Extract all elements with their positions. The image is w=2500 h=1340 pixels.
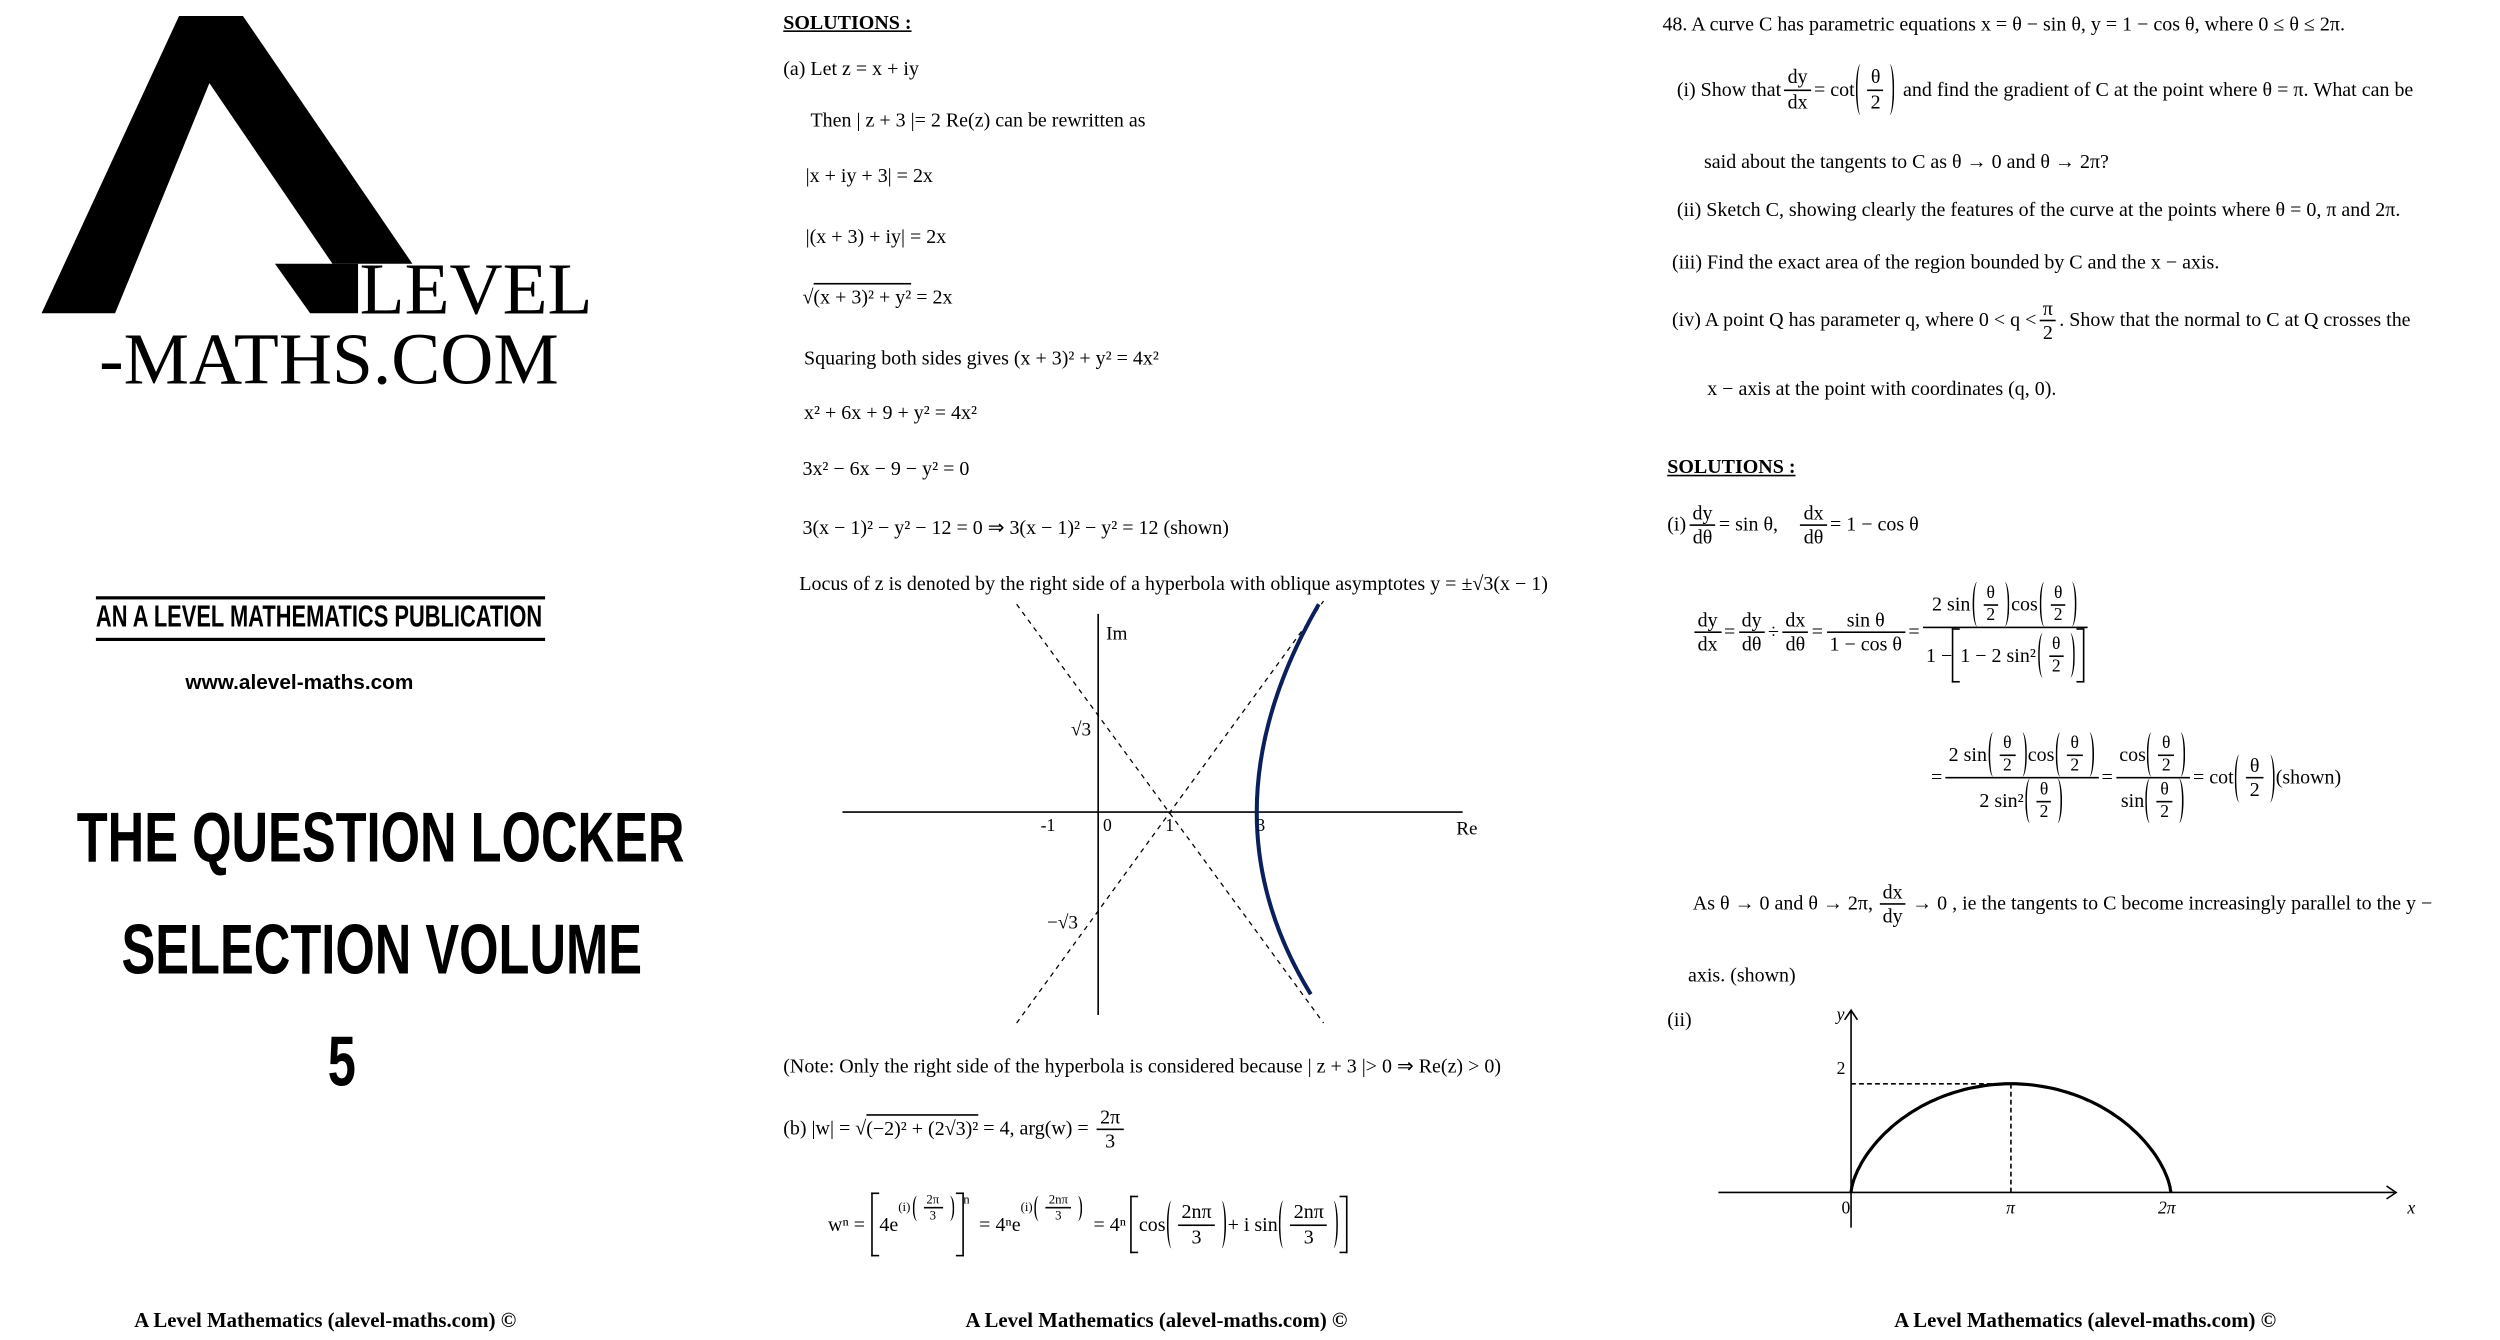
text: = cot bbox=[2193, 765, 2234, 789]
title-line-2: SELECTION VOLUME bbox=[121, 911, 642, 990]
denominator: 2 bbox=[2160, 801, 2169, 821]
label-im: Im bbox=[1106, 621, 1128, 645]
title-line-1: THE QUESTION LOCKER bbox=[76, 799, 685, 878]
label-y: y bbox=[1836, 1005, 1845, 1025]
denominator: 3 bbox=[1303, 1225, 1314, 1248]
label-2: 2 bbox=[1836, 1059, 1846, 1079]
text: 1 − 2 sin² bbox=[1960, 643, 2036, 667]
solution-i-chain-rule bbox=[1691, 582, 2091, 683]
label-2pi: 2π bbox=[2157, 1198, 2176, 1219]
sqrt-symbol: √ bbox=[802, 286, 814, 309]
label-pi: π bbox=[2006, 1198, 2015, 1219]
wn-lhs: wⁿ = bbox=[828, 1212, 866, 1235]
text: As θ → 0 and θ → 2π, bbox=[1692, 892, 1874, 915]
solution-i-tangents-cont: axis. (shown) bbox=[1688, 963, 1796, 987]
numerator: 2nπ bbox=[1045, 1192, 1071, 1208]
solution-i-simplify bbox=[1931, 732, 2341, 823]
text: and find the gradient of C at the point where θ = π. What can be bbox=[1902, 77, 2414, 100]
label-3: 3 bbox=[1256, 816, 1266, 837]
denominator: dθ bbox=[1741, 633, 1762, 656]
numerator: 2nπ bbox=[1291, 1201, 1327, 1226]
question-part-iv-cont: x − axis at the point with coordinates (q, 0). bbox=[1707, 377, 2057, 400]
line-then: Then | z + 3 |= 2 Re(z) can be rewritten as bbox=[810, 108, 1146, 132]
volume-number: 5 bbox=[327, 1023, 356, 1102]
denominator: 2 bbox=[2053, 605, 2063, 625]
numerator: θ bbox=[2051, 583, 2066, 605]
denominator: 2 bbox=[2161, 755, 2171, 775]
numerator: θ bbox=[2036, 780, 2051, 802]
numerator: θ bbox=[2067, 733, 2082, 755]
cover-footer: A Level Mathematics (alevel-maths.com) © bbox=[134, 1307, 517, 1332]
denominator: 3 bbox=[1191, 1225, 1202, 1248]
bracket-right bbox=[1340, 1196, 1348, 1254]
text: (shown) bbox=[2275, 765, 2342, 789]
denominator: 3 bbox=[929, 1208, 936, 1224]
numerator: dy bbox=[1689, 502, 1715, 527]
text: = bbox=[1811, 620, 1824, 643]
solution-ii-label: (ii) bbox=[1667, 1008, 1692, 1032]
website-link[interactable]: www.alevel-maths.com bbox=[185, 669, 414, 694]
line-note: (Note: Only the right side of the hyperbola is considered because | z + 3 |> 0 ⇒ Re(z) > 0) bbox=[783, 1055, 1501, 1078]
line-rearrange: 3x² − 6x − 9 − y² = 0 bbox=[802, 457, 970, 480]
numerator: 2π bbox=[1097, 1106, 1123, 1131]
power-n: n bbox=[963, 1192, 970, 1207]
text: 2 sin bbox=[1932, 592, 1971, 616]
numerator: θ bbox=[2157, 780, 2172, 802]
line-locus: Locus of z is denoted by the right side of a hyperbola with oblique asymptotes y = ±√3(x − 1) bbox=[799, 572, 1548, 595]
line-modulus-1: |x + iy + 3| = 2x bbox=[805, 164, 933, 188]
numerator: π bbox=[2040, 297, 2056, 322]
bracket-left bbox=[871, 1192, 879, 1256]
question-part-iv bbox=[1672, 297, 2411, 345]
text: = 1 − cos θ bbox=[1829, 513, 1919, 537]
bracket-left bbox=[1131, 1196, 1139, 1254]
numerator: dx bbox=[1879, 881, 1905, 906]
sqrt-rhs: = 2x bbox=[911, 286, 953, 309]
text: = bbox=[2101, 765, 2113, 789]
text: . Show that the normal to C at Q crosses the bbox=[2059, 309, 2411, 332]
double-angle-fraction bbox=[1923, 582, 2088, 683]
text: = bbox=[1930, 765, 1943, 789]
line-part-b bbox=[783, 1106, 1126, 1154]
text: → 0 , ie the tangents to C become increasingly parallel to the y − bbox=[1912, 892, 2433, 915]
label-1: 1 bbox=[1165, 816, 1175, 837]
numerator: dx bbox=[1800, 502, 1826, 527]
numerator: dy bbox=[1784, 66, 1810, 91]
solutions-heading: SOLUTIONS : bbox=[783, 11, 912, 34]
text: 1 − bbox=[1926, 643, 1953, 667]
label-0: 0 bbox=[1841, 1198, 1851, 1219]
question-part-iii: (iii) Find the exact area of the region bounded by C and the x − axis. bbox=[1672, 250, 2220, 274]
denominator: 2 bbox=[2249, 778, 2260, 801]
text: sin bbox=[2120, 789, 2145, 812]
denominator: 2 bbox=[2042, 321, 2053, 345]
line-let-z: (a) Let z = x + iy bbox=[783, 57, 919, 80]
line-w-power-n bbox=[828, 1192, 1348, 1256]
numerator: θ bbox=[2049, 634, 2064, 656]
denominator: dx bbox=[1787, 90, 1808, 113]
exp-i: (i) bbox=[898, 1199, 911, 1215]
solution-i-tangents bbox=[1693, 881, 2432, 929]
numerator: dx bbox=[1782, 608, 1808, 633]
denominator: 2 bbox=[1986, 605, 1996, 625]
denominator: dθ bbox=[1785, 633, 1806, 656]
plus-i-sin: + i sin bbox=[1227, 1212, 1278, 1235]
modulus-w: (b) |w| = √ bbox=[783, 1116, 867, 1140]
text: ÷ bbox=[1768, 620, 1780, 643]
hyperbola-argand-diagram bbox=[831, 595, 1502, 1027]
logo-text-maths-com: -MATHS.COM bbox=[99, 318, 559, 400]
four-e: 4e bbox=[879, 1212, 899, 1235]
page2-footer: A Level Mathematics (alevel-maths.com) © bbox=[965, 1307, 1348, 1332]
label-x: x bbox=[2407, 1198, 2416, 1219]
label-neg-root3: −√3 bbox=[1047, 911, 1078, 934]
denominator: 2 bbox=[2070, 755, 2080, 775]
text: = bbox=[1723, 620, 1736, 643]
text: cos bbox=[2119, 743, 2146, 766]
denominator: dθ bbox=[1692, 526, 1713, 549]
numerator: θ bbox=[1867, 66, 1883, 91]
text: 2 sin bbox=[1948, 743, 1987, 766]
fraction-2pi-3 bbox=[1097, 1106, 1123, 1154]
denominator: 2 bbox=[2039, 801, 2049, 821]
denominator: dx bbox=[1697, 633, 1718, 656]
line-shown: 3(x − 1)² − y² − 12 = 0 ⇒ 3(x − 1)² − y² = 12 (shown) bbox=[802, 516, 1229, 539]
exp-i: (i) bbox=[1020, 1199, 1033, 1215]
logo-text-level: LEVEL bbox=[359, 247, 593, 330]
numerator: dy bbox=[1694, 608, 1720, 633]
line-sqrt bbox=[802, 286, 952, 310]
numerator: θ bbox=[2000, 733, 2015, 755]
solutions-heading: SOLUTIONS : bbox=[1667, 455, 1796, 478]
denominator: dθ bbox=[1803, 526, 1824, 549]
line-squaring: Squaring both sides gives (x + 3)² + y² = 4x² bbox=[804, 346, 1159, 370]
hyperbola-right-branch bbox=[1257, 604, 1319, 994]
text: (iv) A point Q has parameter q, where 0 < q < bbox=[1672, 309, 2037, 332]
numerator: θ bbox=[2247, 754, 2263, 779]
sqrt-radicand: (x + 3)² + y² bbox=[813, 283, 911, 309]
label-root3: √3 bbox=[1070, 717, 1092, 741]
text: (i) Show that bbox=[1676, 77, 1782, 100]
line-modulus-2: |(x + 3) + iy| = 2x bbox=[805, 225, 947, 248]
numerator: θ bbox=[2159, 733, 2174, 755]
denominator: 2 bbox=[2051, 656, 2061, 676]
arg-w: = 4, arg(w) = bbox=[978, 1116, 1089, 1140]
text: (i) bbox=[1667, 513, 1687, 537]
text: cos bbox=[2027, 743, 2055, 766]
publication-banner bbox=[96, 596, 545, 641]
text: cos bbox=[2011, 592, 2038, 616]
text: 2 sin² bbox=[1979, 789, 2024, 812]
question-part-ii: (ii) Sketch C, showing clearly the features of the curve at the points where θ = 0, π and 2π. bbox=[1676, 198, 2401, 221]
question-48-intro: 48. A curve C has parametric equations x = θ − sin θ, y = 1 − cos θ, where 0 ≤ θ ≤ 2π. bbox=[1662, 12, 2345, 36]
page3-footer: A Level Mathematics (alevel-maths.com) © bbox=[1894, 1307, 2277, 1332]
text: = sin θ, bbox=[1718, 513, 1779, 537]
eq-4n-e: = 4ⁿe bbox=[979, 1212, 1021, 1235]
denominator: dy bbox=[1882, 905, 1903, 928]
cos: cos bbox=[1138, 1212, 1166, 1235]
numerator: sin θ bbox=[1826, 608, 1905, 633]
numerator: θ bbox=[1983, 583, 1998, 605]
denominator: 3 bbox=[1055, 1208, 1062, 1224]
label-re: Re bbox=[1456, 816, 1478, 840]
bracket-right bbox=[955, 1192, 963, 1256]
text: = bbox=[1908, 620, 1920, 643]
denominator: 2 bbox=[1870, 90, 1881, 113]
denominator: 3 bbox=[1105, 1130, 1116, 1154]
publication-text: AN A LEVEL MATHEMATICS PUBLICATION bbox=[95, 601, 543, 635]
cycloid-sketch bbox=[1710, 1004, 2416, 1236]
numerator: 2nπ bbox=[1178, 1201, 1214, 1226]
solution-i-derivatives bbox=[1667, 502, 1918, 550]
modulus-radicand: (−2)² + (2√3)² bbox=[866, 1114, 978, 1140]
question-part-i bbox=[1677, 64, 2413, 115]
numerator: dy bbox=[1738, 608, 1764, 633]
label-0: 0 bbox=[1102, 816, 1112, 837]
eq-4n: = 4ⁿ bbox=[1093, 1212, 1127, 1235]
denominator: 1 − cos θ bbox=[1829, 633, 1902, 656]
denominator: 2 bbox=[2002, 755, 2012, 775]
question-part-i-cont: said about the tangents to C as θ → 0 and θ → 2π? bbox=[1704, 150, 2109, 173]
line-expand: x² + 6x + 9 + y² = 4x² bbox=[804, 401, 978, 424]
numerator: 2π bbox=[923, 1192, 942, 1208]
label-neg1: -1 bbox=[1040, 816, 1056, 837]
text: = cot bbox=[1813, 77, 1855, 100]
